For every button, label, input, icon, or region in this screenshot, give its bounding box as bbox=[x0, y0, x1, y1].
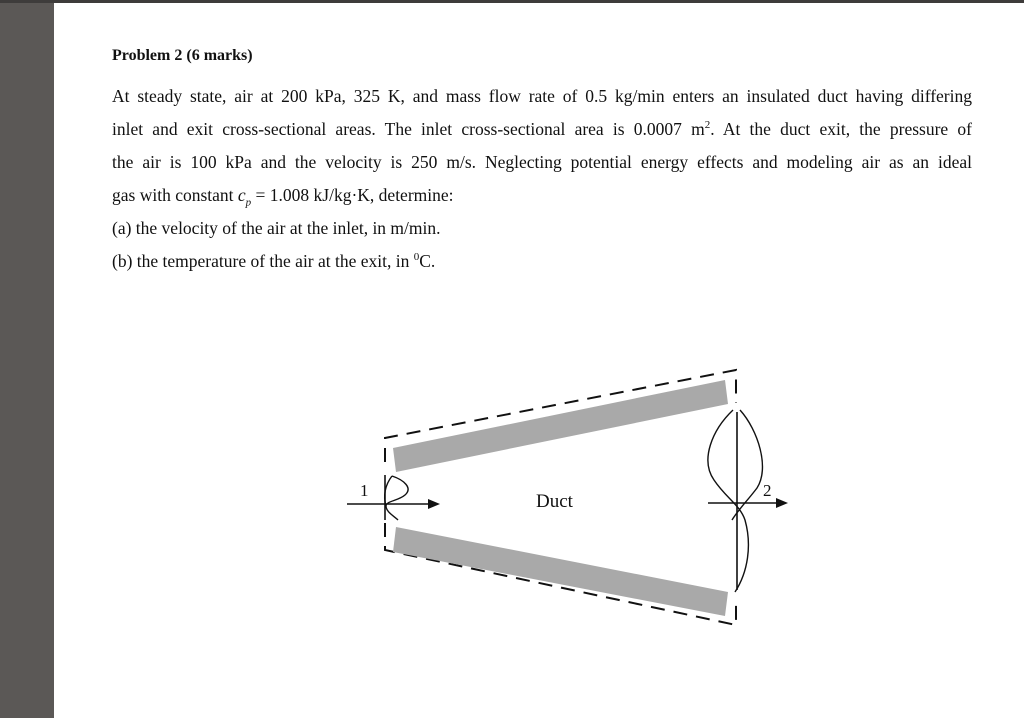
exit-arrow-head bbox=[776, 498, 788, 508]
problem-title: Problem 2 (6 marks) bbox=[112, 47, 253, 64]
exit-label: 2 bbox=[763, 481, 772, 500]
duct-label: Duct bbox=[536, 491, 573, 512]
cp-letter: c bbox=[237, 185, 246, 205]
inlet-arrow-head bbox=[428, 499, 440, 509]
degree-symbol: 0 bbox=[413, 251, 420, 263]
exit-velocity-profile bbox=[708, 410, 748, 592]
question-part-a: (a) the velocity of the air at the inlet, in m/min. bbox=[112, 218, 441, 238]
line-2-text-end: . At the duct exit, the pressure of bbox=[710, 119, 972, 139]
problem-line-1: At steady state, air at 200 kPa, 325 K, and mass flow rate of 0.5 kg/min enters an insulated duct having differing bbox=[112, 86, 972, 106]
inlet-label: 1 bbox=[360, 481, 369, 500]
part-b-text: (b) the temperature of the air at the exit, in bbox=[112, 251, 414, 271]
duct-upper-wall bbox=[393, 380, 728, 472]
inlet-velocity-profile bbox=[386, 476, 408, 520]
duct-lower-wall bbox=[393, 527, 728, 616]
area-exponent: 2 bbox=[704, 119, 711, 131]
line-4-text: gas with constant bbox=[112, 185, 238, 205]
cp-subscript: p bbox=[245, 196, 252, 209]
line-4-text-end: = 1.008 kJ/kg·K, determine: bbox=[251, 185, 454, 205]
line-2-text: inlet and exit cross-sectional areas. The inlet cross-sectional area is 0.0007 m bbox=[112, 119, 705, 139]
part-b-unit: C. bbox=[419, 251, 436, 271]
problem-line-3: the air is 100 kPa and the velocity is 250 m/s. Neglecting potential energy effects and modeling air as an ideal bbox=[112, 152, 972, 172]
